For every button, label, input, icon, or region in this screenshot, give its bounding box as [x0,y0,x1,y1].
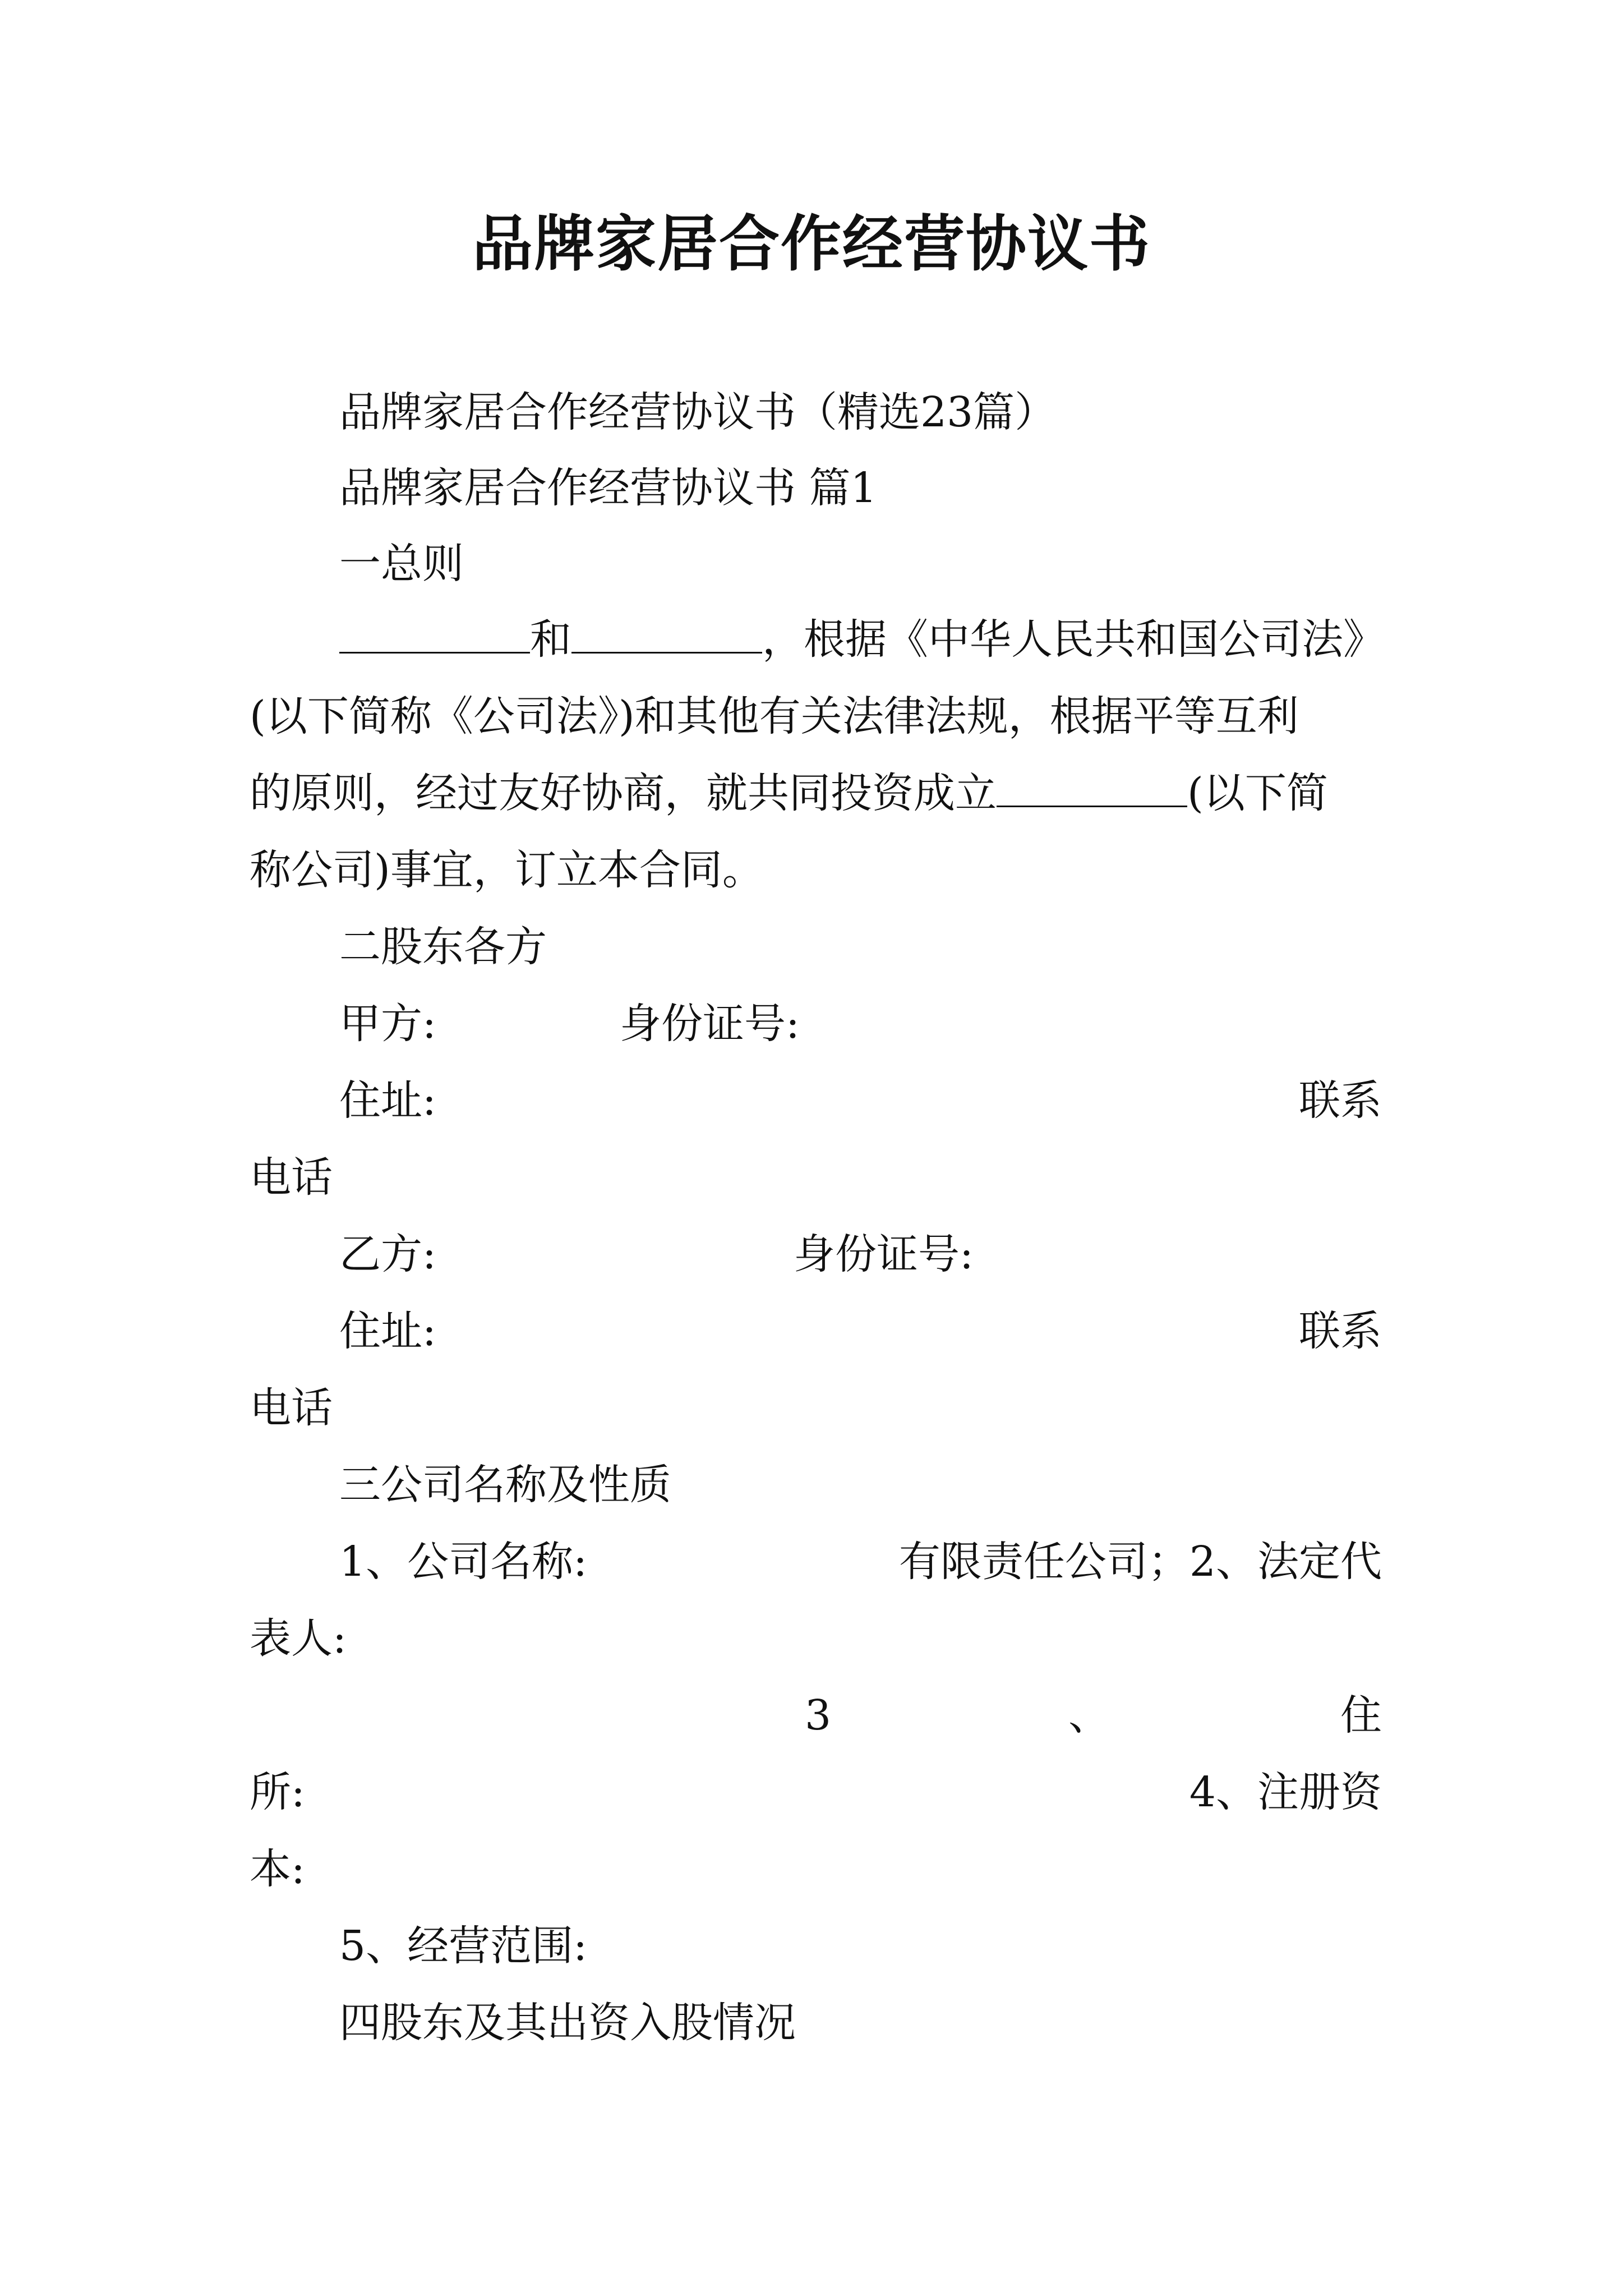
abbrev-text: (以下简 [1187,769,1328,817]
party-b-label: 乙方: [339,1230,436,1278]
section3-heading: 三公司名称及性质 [339,1461,671,1509]
section4-heading: 四股东及其出资入股情况 [339,1999,796,2047]
business-scope-label: 5、经营范围: [339,1922,588,1970]
principle-text: 的原则，经过友好协商，就共同投资成立 [250,769,997,817]
party-a-label: 甲方: [339,1000,436,1048]
blank-company-name [997,771,1187,807]
party-b-id-label: 身份证号: [794,1230,974,1278]
party-a-address-label: 住址: [339,1076,436,1125]
party-a-id-label: 身份证号: [620,1000,800,1048]
document-title: 品牌家居合作经营协议书 [472,209,1151,279]
blank-party-one [339,617,530,654]
registered-capital-label-part2: 本: [250,1845,305,1893]
section1-heading: 一总则 [339,540,464,588]
registered-capital-label-part1: 4、注册资 [1189,1768,1382,1816]
item3-separator: 、 [1068,1691,1110,1740]
party-b-address-label: 住址: [339,1307,436,1355]
party-a-contact-part1: 联系 [1299,1076,1382,1125]
party-a-contact-part2: 电话 [250,1153,333,1202]
company-name-label: 1、公司名称: [339,1538,588,1586]
section1-line4: 称公司)事宜，订立本合同。 [250,846,764,894]
document-subtitle: 品牌家居合作经营协议书（精选23篇） [339,388,1057,436]
address-label-part2: 所: [250,1768,305,1816]
section1-line2: (以下简称《公司法》)和其他有关法律法规，根据平等互利 [250,692,1299,740]
section1-line1 [339,609,1385,670]
party-b-contact-part1: 联系 [1299,1307,1382,1355]
chapter-heading: 品牌家居合作经营协议书 篇1 [339,464,877,512]
item3-number: 3 [805,1691,832,1740]
section2-heading: 二股东各方 [339,923,547,971]
blank-party-two [571,617,762,654]
legal-rep-continuation: 表人: [250,1614,347,1663]
address-label-part1: 住 [1340,1691,1382,1740]
company-type-and-legal-rep: 有限责任公司；2、法定代 [898,1538,1382,1586]
law-reference: ，根据《中华人民共和国公司法》 [762,615,1385,664]
party-b-contact-part2: 电话 [250,1384,333,1432]
and-text: 和 [530,615,571,664]
section1-line3 [250,762,1328,824]
